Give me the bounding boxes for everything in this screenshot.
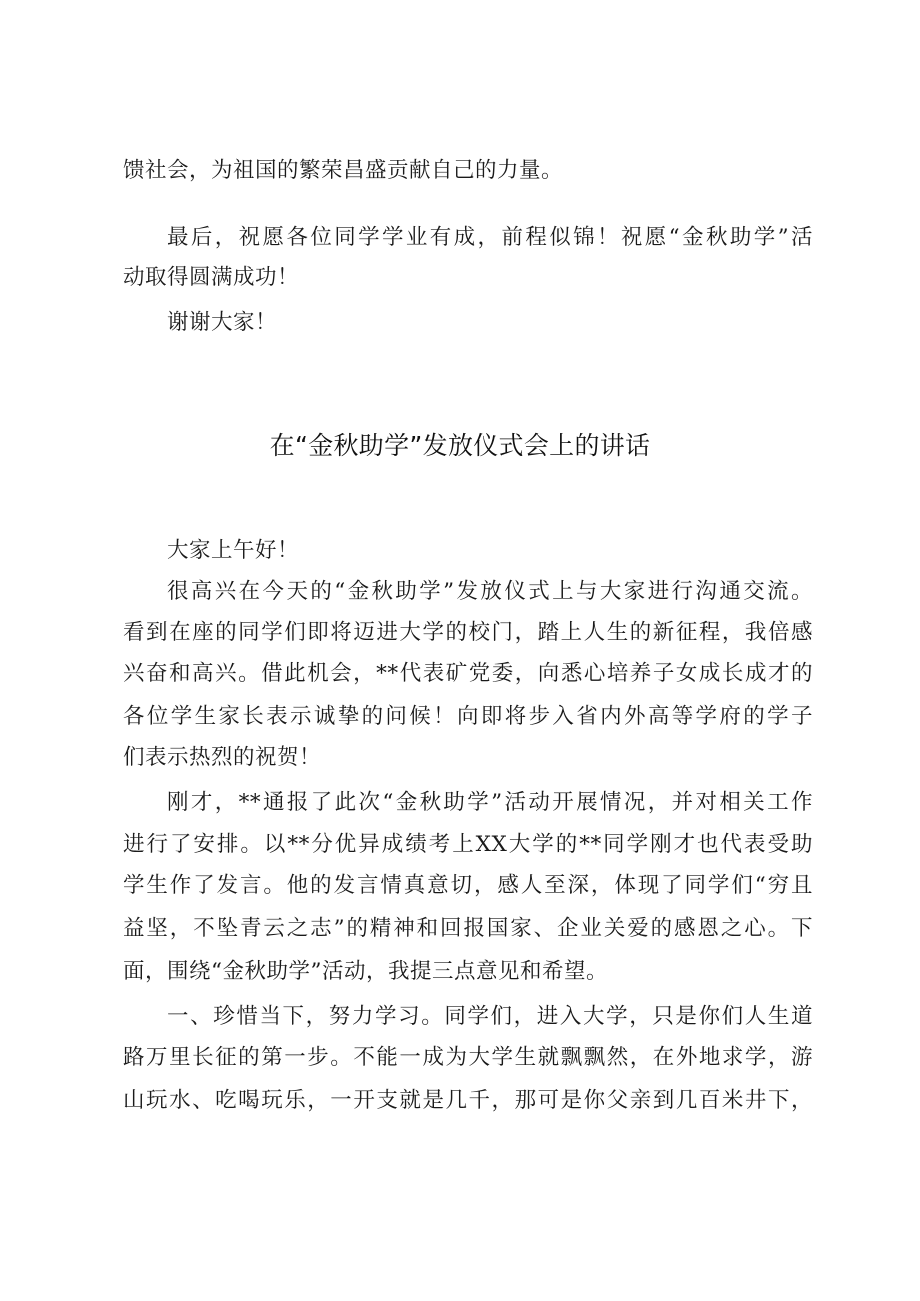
paragraph-line: 益坚，不坠青云之志”的精神和回报国家、企业关爱的感恩之心。下: [123, 916, 813, 941]
continuation-line: 馈社会，为祖国的繁荣昌盛贡献自己的力量。: [123, 158, 564, 183]
speech-title: 在“金秋助学”发放仪式会上的讲话: [269, 431, 651, 460]
closing-wish-line: 最后，祝愿各位同学学业有成，前程似锦！祝愿“金秋助学”活: [167, 225, 813, 250]
paragraph-line: 们表示热烈的祝贺！: [123, 745, 322, 770]
paragraph-line: 兴奋和高兴。借此机会，**代表矿党委，向悉心培养子女成长成才的: [123, 661, 813, 686]
paragraph-line: 山玩水、吃喝玩乐，一开支就是几千，那可是你父亲到几百米井下，: [123, 1088, 813, 1113]
speech-greeting: 大家上午好！: [167, 538, 300, 563]
paragraph-line: 一、珍惜当下，努力学习。同学们，进入大学，只是你们人生道: [167, 1004, 813, 1029]
paragraph-line: 路万里长征的第一步。不能一成为大学生就飘飘然，在外地求学，游: [123, 1045, 813, 1070]
paragraph-line: 看到在座的同学们即将迈进大学的校门，踏上人生的新征程，我倍感: [123, 620, 813, 645]
paragraph-line: 学生作了发言。他的发言情真意切，感人至深，体现了同学们“穷且: [123, 873, 813, 898]
paragraph-line: 进行了安排。以**分优异成绩考上XX大学的**同学刚才也代表受助: [123, 832, 813, 857]
paragraph-line: 面，围绕“金秋助学”活动，我提三点意见和希望。: [123, 959, 608, 984]
paragraph-line: 很高兴在今天的“金秋助学”发放仪式上与大家进行沟通交流。: [167, 579, 813, 604]
paragraph-line: 刚才，**通报了此次“金秋助学”活动开展情况，并对相关工作: [167, 790, 813, 815]
closing-wish-line: 动取得圆满成功！: [123, 265, 300, 290]
closing-thanks: 谢谢大家！: [167, 310, 278, 335]
paragraph-line: 各位学生家长表示诚挚的问候！向即将步入省内外高等学府的学子: [123, 704, 813, 729]
